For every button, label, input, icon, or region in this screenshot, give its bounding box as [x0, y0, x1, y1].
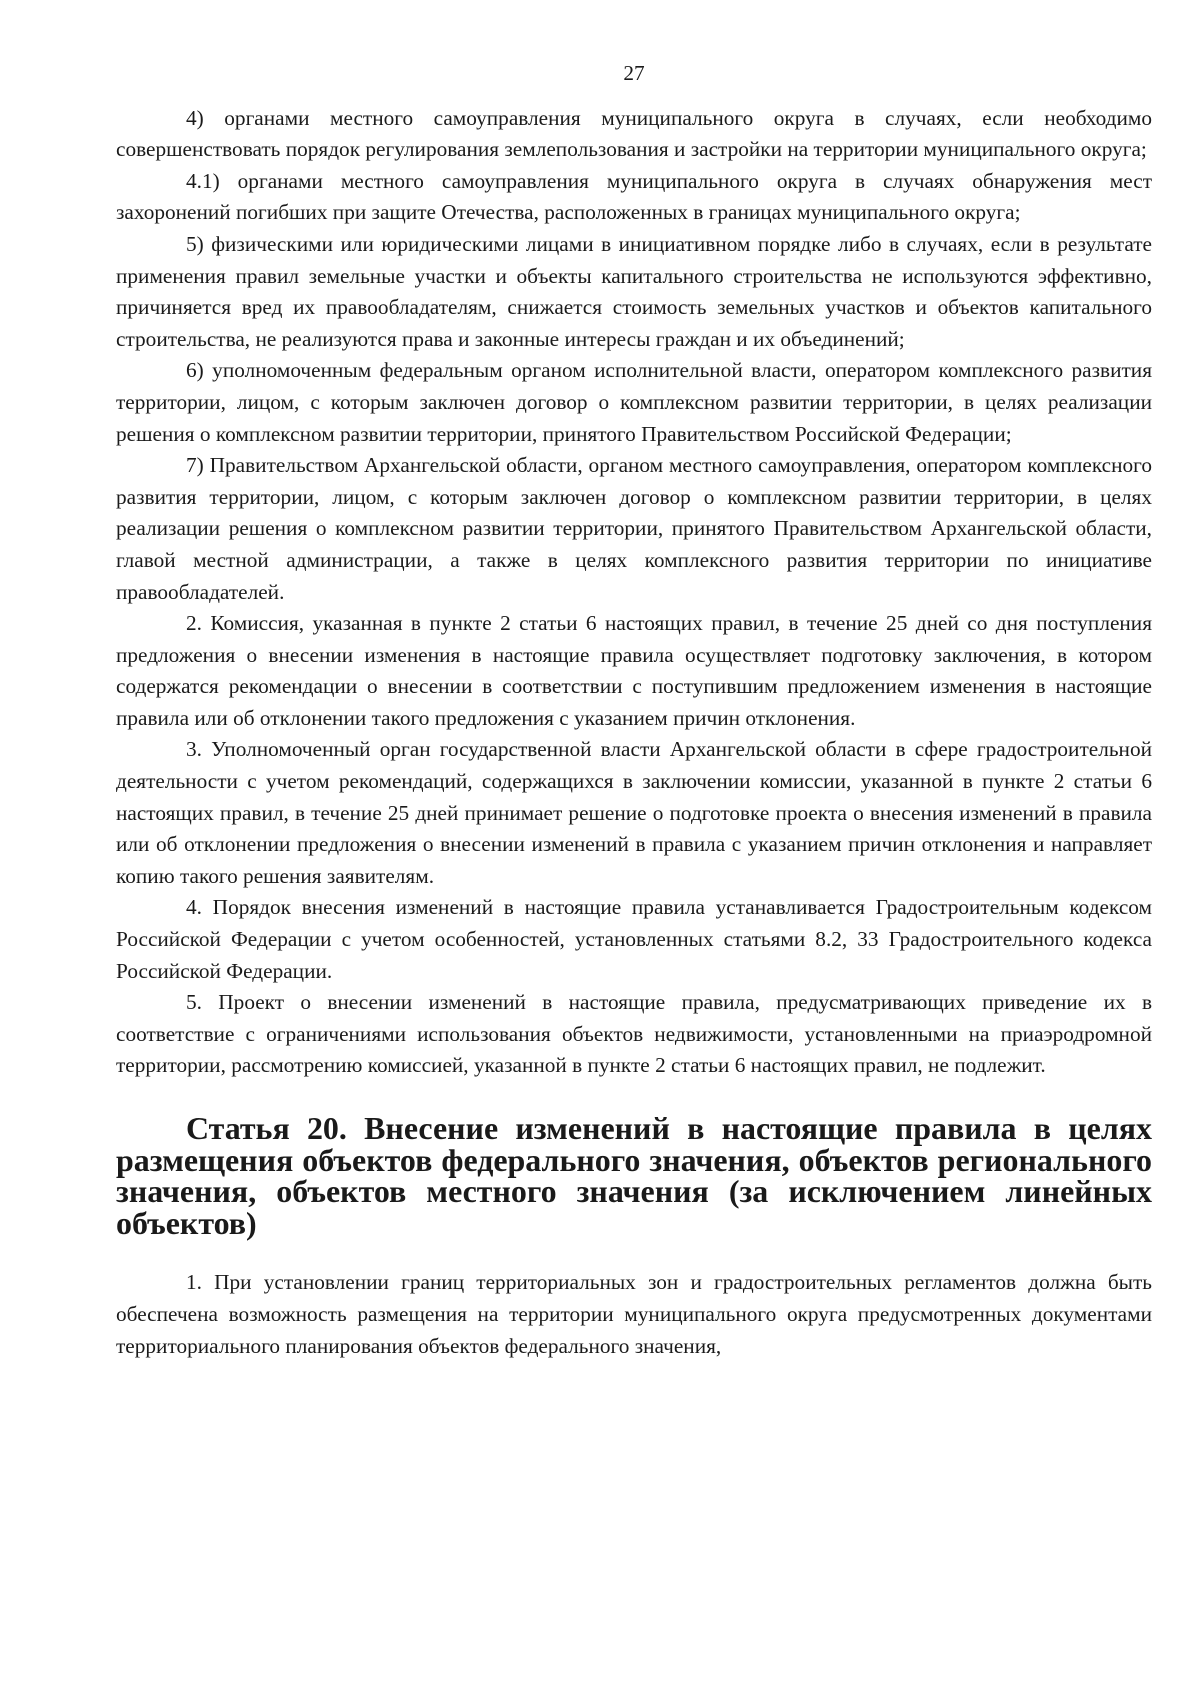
article-20-heading: Статья 20. Внесение изменений в настоящие правила в целях размещения объектов федерального значения, объектов регионального значения, объектов местного значения (за исключением линейных объектов) [116, 1111, 1152, 1241]
paragraph-item-5: 5) физическими или юридическими лицами в инициативном порядке либо в случаях, если в результате применения правил земельные участки и объекты капитального строительства не используются эффективно, причиняется вред их правообладателям, снижается стоимость земельных участков и объектов капитального строительства, не реализуются права и законные интересы граждан и их объединений; [116, 231, 1152, 351]
paragraph-point-3: 3. Уполномоченный орган государственной власти Архангельской области в сфере градостроительной деятельности с учетом рекомендаций, содержащихся в заключении комиссии, указанной в пункте 2 статьи 6 настоящих правил, в течение 25 дней принимает решение о подготовке проекта о внесения изменений в правила или об отклонении предложения о внесении изменений в правила с указанием причин отклонения и направляет копию такого решения заявителям. [116, 737, 1152, 888]
paragraph-item-7: 7) Правительством Архангельской области, органом местного самоуправления, оператором комплексного развития территории, лицом, с которым заключен договор о комплексном развитии территории, в целях реализации решения о комплексном развитии территории, принятого Правительством Архангельской области, главой местной администрации, а также в целях комплексного развития территории по инициативе правообладателей. [116, 453, 1152, 604]
paragraph-point-2: 2. Комиссия, указанная в пункте 2 статьи 6 настоящих правил, в течение 25 дней со дня поступления предложения о внесении изменения в настоящие правила осуществляет подготовку заключения, в котором содержатся рекомендации о внесении в соответствии с поступившим предложением изменения в настоящие правила или об отклонении такого предложения с указанием причин отклонения. [116, 611, 1152, 730]
paragraph-item-4-1: 4.1) органами местного самоуправления муниципального округа в случаях обнаружения мест захоронений погибших при защите Отечества, расположенных в границах муниципального округа; [116, 168, 1152, 225]
paragraph-article-20-point-1: 1. При установлении границ территориальных зон и градостроительных регламентов должна быть обеспечена возможность размещения на территории муниципального округа предусмотренных документами территориального планирования объектов федерального значения, [116, 1270, 1152, 1358]
paragraph-point-5: 5. Проект о внесении изменений в настоящие правила, предусматривающих приведение их в соответствие с ограничениями использования объектов недвижимости, установленными на приаэродромной территории, рассмотрению комиссией, указанной в пункте 2 статьи 6 настоящих правил, не подлежит. [116, 990, 1152, 1078]
document-page [116, 58, 1152, 1362]
page-number: 27 [623, 61, 645, 85]
paragraph-item-4: 4) органами местного самоуправления муниципального округа в случаях, если необходимо совершенствовать порядок регулирования землепользования и застройки на территории муниципального округа; [116, 105, 1152, 162]
paragraph-item-6: 6) уполномоченным федеральным органом исполнительной власти, оператором комплексного развития территории, лицом, с которым заключен договор о комплексном развитии территории, в целях реализации решения о комплексном развитии территории, принятого Правительством Российской Федерации; [116, 358, 1152, 446]
paragraph-point-4: 4. Порядок внесения изменений в настоящие правила устанавливается Градостроительным кодексом Российской Федерации с учетом особенностей, установленных статьями 8.2, 33 Градостроительного кодекса Российской Федерации. [116, 895, 1152, 983]
